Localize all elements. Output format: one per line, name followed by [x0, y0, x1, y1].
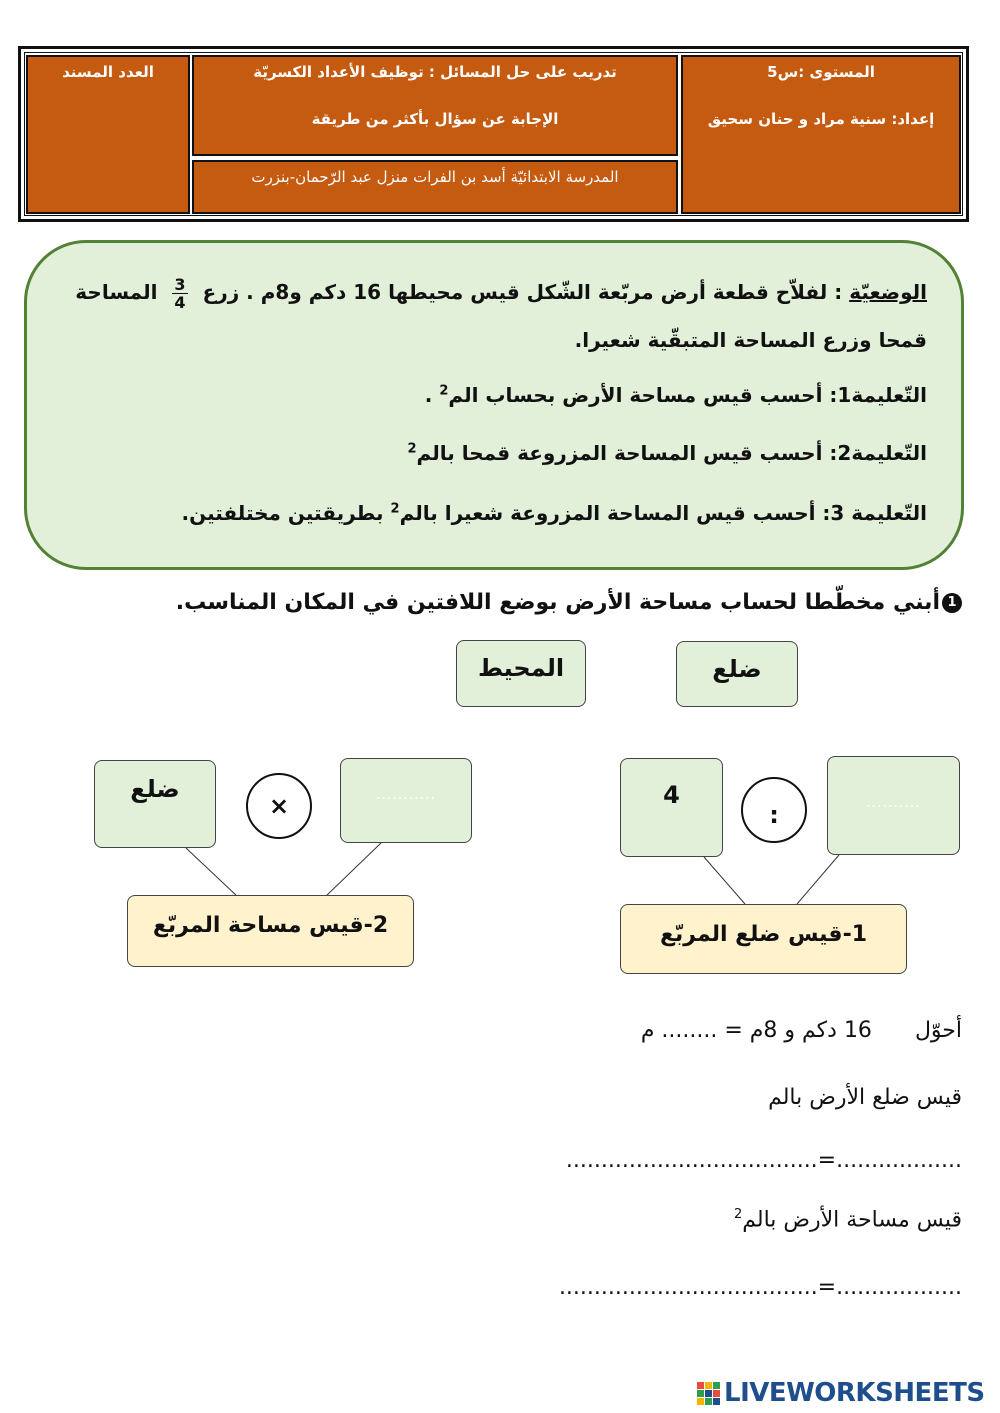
task-1-end: .: [424, 383, 440, 407]
area-label-sup: 2: [733, 1207, 743, 1222]
fraction-numerator: 3: [174, 275, 186, 294]
divide-operator: :: [741, 777, 807, 843]
task-1-sup: 2: [439, 383, 449, 399]
header-school-name: المدرسة الابتدائيّة أسد بن الفرات منزل عبد الرّحمان-بنزرت: [251, 168, 619, 186]
situation-text-1: : لفلاّح قطعة أرض مربّعة الشّكل قيس محيطها 16 دكم و8م . زرع: [195, 280, 850, 304]
convert-line: [641, 1018, 962, 1043]
logo-text: LIVEWORKSHEETS: [724, 1378, 985, 1408]
area-result-box: 2-قيس مساحة المربّع: [127, 895, 414, 967]
convert-label: أحوّل: [914, 1018, 962, 1043]
side-drop-slot-dots: ..........: [866, 795, 921, 811]
situation-line-2: قمحا وزرع المساحة المتبقّية شعيرا.: [574, 328, 927, 352]
question-number-badge: 1: [942, 593, 962, 613]
area-label-text: قيس مساحة الأرض بالم: [742, 1207, 962, 1233]
task-1-text: التّعليمة1: أحسب قيس مساحة الأرض بحساب الم: [448, 383, 927, 407]
draggable-label-side[interactable]: ضلع: [676, 641, 798, 707]
task-3-sup: 2: [390, 501, 400, 517]
task-2-sup: 2: [407, 441, 417, 457]
area-operand-side: ضلع: [94, 760, 216, 848]
area-answer-line[interactable]: ..................=.....................................: [558, 1275, 962, 1300]
area-drop-slot-dots: ...........: [376, 787, 436, 803]
header-authors: إعداد: سنية مراد و حنان سحيق: [707, 110, 935, 128]
area-label: [734, 1207, 962, 1232]
task-3-text-a: التّعليمة 3: أحسب قيس المساحة المزروعة شعيرا بالم: [399, 501, 927, 525]
question-1-text: أبني مخطّطا لحساب مساحة الأرض بوضع اللافتين في المكان المناسب.: [175, 590, 940, 615]
draggable-label-perimeter[interactable]: المحيط: [456, 640, 586, 707]
liveworksheets-logo: [697, 1378, 985, 1408]
connector-right-b: [797, 855, 839, 904]
situation-text-2: المساحة: [75, 280, 165, 304]
side-drop-slot[interactable]: [827, 756, 960, 855]
side-label: قيس ضلع الأرض بالم: [768, 1085, 962, 1110]
multiply-operator: ×: [246, 773, 312, 839]
side-result-box: 1-قيس ضلع المربّع: [620, 904, 907, 974]
side-operand-four: 4: [620, 758, 723, 857]
header-title-line1: تدريب على حل المسائل : توظيف الأعداد الكسريّة: [253, 63, 617, 81]
connector-right-a: [704, 857, 745, 904]
connector-left-b: [325, 843, 381, 897]
convert-expression[interactable]: 16 دكم و 8م = ........ م: [640, 1018, 872, 1043]
connector-left-a: [186, 848, 238, 897]
situation-label: الوضعيّة: [849, 280, 927, 304]
header-title-line2: الإجابة عن سؤال بأكثر من طريقة: [311, 110, 559, 128]
area-drop-slot[interactable]: [340, 758, 472, 843]
header-score-label: العدد المسند: [62, 63, 154, 81]
logo-grid-icon: [697, 1382, 720, 1405]
task-2-text: التّعليمة2: أحسب قيس المساحة المزروعة قمحا بالم: [416, 441, 927, 465]
side-answer-line[interactable]: ..................=....................................: [565, 1148, 962, 1173]
header-level: المستوى :س5: [767, 63, 875, 81]
task-3-text-b: بطريقتين مختلفتين.: [181, 501, 391, 525]
fraction-denominator: 4: [174, 293, 186, 312]
